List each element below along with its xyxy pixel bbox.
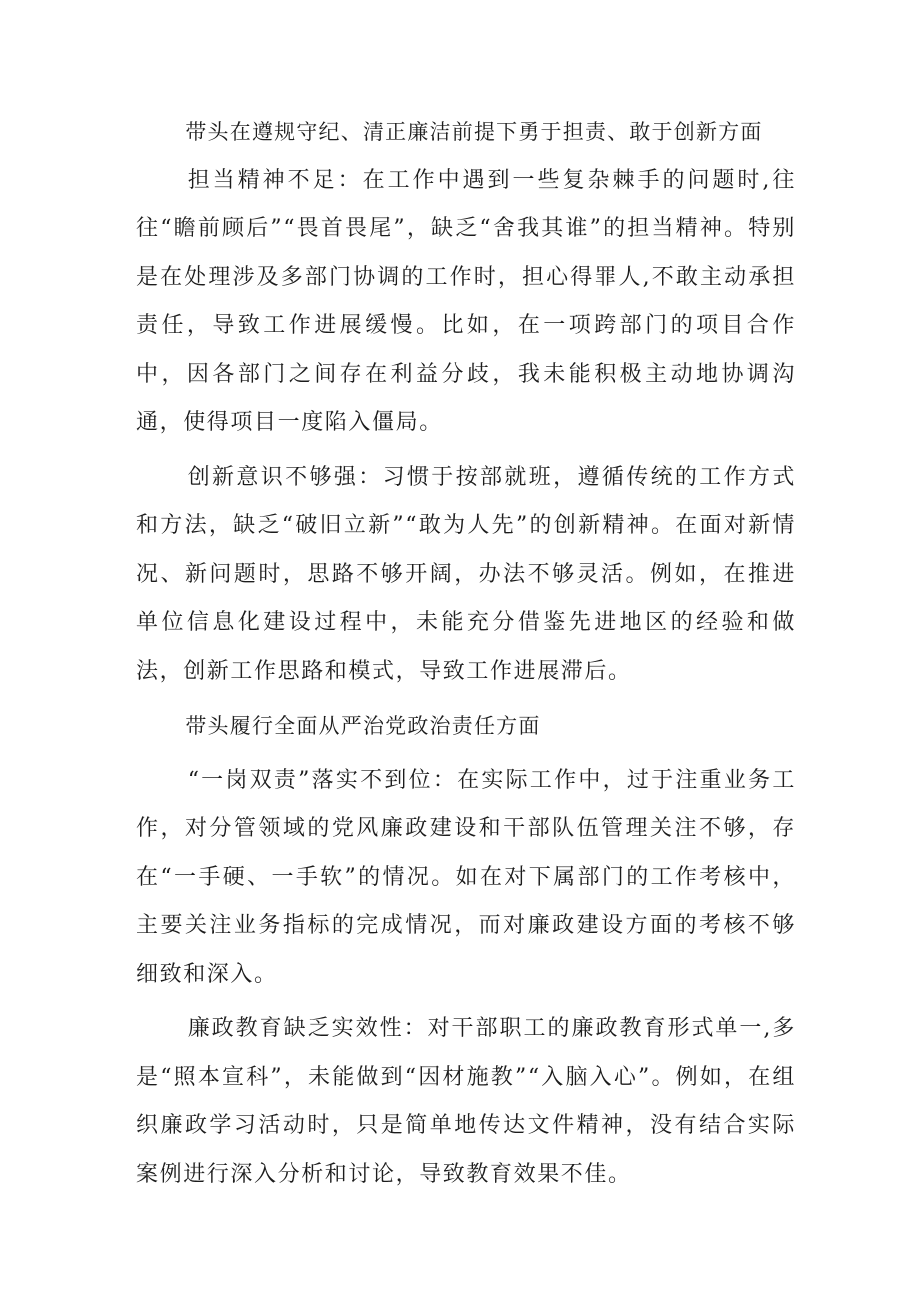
- paragraph-innovation: 创新意识不够强：习惯于按部就班，遵循传统的工作方式和方法，缺乏“破旧立新”“敢为人先”的创新精神。在面对新情况、新问题时，思路不够开阔，办法不够灵活。例如，在推进单位信息化建设过程中，未能充分借鉴先进地区的经验和做法，创新工作思路和模式，导致工作进展滞后。: [136, 464, 796, 684]
- section-heading-responsibility-innovation: 带头在遵规守纪、清正廉洁前提下勇于担责、敢于创新方面: [185, 120, 763, 144]
- paragraph-dual-responsibility: “一岗双责”落实不到位：在实际工作中，过于注重业务工作，对分管领域的党风廉政建设和干部队伍管理关注不够，存在“一手硬、一手软”的情况。如在对下属部门的工作考核中，主要关注业务指标的完成情况，而对廉政建设方面的考核不够细致和深入。: [136, 767, 796, 987]
- section-heading-party-governance: 带头履行全面从严治党政治责任方面: [185, 714, 541, 738]
- paragraph-responsibility: 担当精神不足：在工作中遇到一些复杂棘手的问题时,往往“瞻前顾后”“畏首畏尾”，缺乏“舍我其谁”的担当精神。特别是在处理涉及多部门协调的工作时，担心得罪人,不敢主动承担责任，导致工作进展缓慢。比如，在一项跨部门的项目合作中，因各部门之间存在利益分歧，我未能积极主动地协调沟通，使得项目一度陷入僵局。: [136, 167, 796, 435]
- document-body: [136, 108, 796, 1199]
- paragraph-integrity-education: 廉政教育缺乏实效性：对干部职工的廉政教育形式单一,多是“照本宣科”，未能做到“因材施教”“入脑入心”。例如，在组织廉政学习活动时，只是简单地传达文件精神，没有结合实际案例进行深入分析和讨论，导致教育效果不佳。: [136, 1016, 796, 1187]
